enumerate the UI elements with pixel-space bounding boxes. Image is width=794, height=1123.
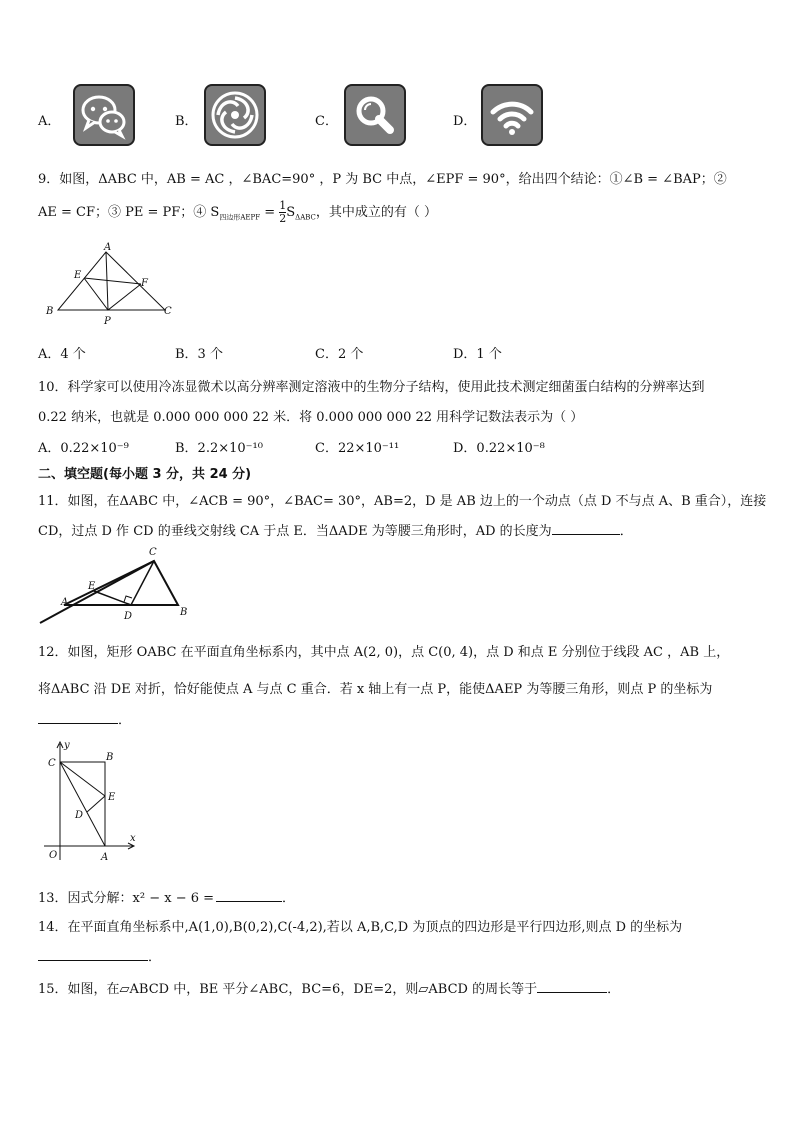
q12-label-d: D xyxy=(75,810,84,821)
section-heading-fill-in: 二、填空题(每小题 3 分，共 24 分) xyxy=(38,467,252,482)
q14-answer-blank xyxy=(38,948,148,961)
q12-stem-line3: ． xyxy=(38,709,131,728)
q10-stem-line1: 10．科学家可以使用冷冻显微术以高分辨率测定溶液中的生物分子结构，使用此技术测定细菌蛋白结构的分辨率达到 xyxy=(38,380,705,395)
wechat-icon xyxy=(73,84,135,146)
q11-label-b: B xyxy=(180,607,188,618)
q10-option-c: C．22×10⁻¹¹ xyxy=(315,441,400,456)
q10-option-a: A．0.22×10⁻⁹ xyxy=(38,441,129,456)
q12-figure-coordinate-plane xyxy=(40,738,150,866)
q11-label-c: C xyxy=(149,547,157,558)
q11-label-a: A xyxy=(61,597,69,608)
q15-stem: 15．如图，在▱ABCD 中，BE 平分∠ABC，BC=6，DE=2，则▱ABCD 的周长等于 ． xyxy=(38,982,621,997)
q12-stem-line2: 将ΔABC 沿 DE 对折，恰好能使点 A 与点 C 重合．若 x 轴上有一点 P，能使ΔAEP 为等腰三角形，则点 P 的坐标为 xyxy=(38,682,713,697)
q9-stem-line1: 9．如图，ΔABC 中，AB = AC ，∠BAC=90° ，P 为 BC 中点，∠EPF = 90°，给出四个结论：①∠B = ∠BAP；② xyxy=(38,172,727,187)
q13-answer-blank xyxy=(216,889,282,902)
q9-label-c: C xyxy=(164,306,172,317)
q12-label-c: C xyxy=(48,758,56,769)
q12-label-e: E xyxy=(108,792,116,803)
q9-stem-line2: AE = CF；③ PE = PF；④ $S_{四边形AEPF}$ = $\frac{1}{2}$ $S_{\Delta ABC}$，其中成立的有（ ） xyxy=(38,199,438,225)
swirl-icon xyxy=(204,84,266,146)
q9-label-e: E xyxy=(74,270,82,281)
q12-label-b: B xyxy=(106,752,114,763)
q11-stem-line1: 11．如图，在ΔABC 中，∠ACB = 90°，∠BAC= 30°，AB=2，D 是 AB 边上的一个动点（点 D 不与点 A、B 重合），连接 xyxy=(38,494,767,509)
q12-label-o: O xyxy=(49,850,58,861)
q14-stem-line2: ． xyxy=(38,946,161,965)
q9-label-p: P xyxy=(104,316,111,327)
q8-option-a-label: A． xyxy=(38,114,61,129)
q9-option-b: B．3 个 xyxy=(175,347,223,362)
q13-stem: 13．因式分解：x² − x − 6 = ． xyxy=(38,891,296,906)
q12-label-y: y xyxy=(64,740,70,751)
q11-answer-blank xyxy=(552,522,620,535)
q8-option-b-label: B． xyxy=(175,114,198,129)
q12-label-x: x xyxy=(130,833,136,844)
q8-option-d-label: D． xyxy=(453,114,477,129)
q12-label-a: A xyxy=(101,852,109,863)
q8-option-c-label: C． xyxy=(315,114,338,129)
q10-option-b: B．2.2×10⁻¹⁰ xyxy=(175,441,263,456)
q10-stem-line2: 0.22 纳米，也就是 0.000 000 000 22 米．将 0.000 000 000 22 用科学记数法表示为（ ） xyxy=(38,410,584,425)
q9-label-b: B xyxy=(46,306,54,317)
fraction-half: $\frac{1}{2}$ xyxy=(279,199,287,225)
q9-figure-triangle xyxy=(40,240,185,328)
q11-label-d: D xyxy=(124,611,133,622)
q11-label-e: E xyxy=(88,581,96,592)
search-icon xyxy=(344,84,406,146)
q12-answer-blank xyxy=(38,711,118,724)
q9-label-f: F xyxy=(141,278,148,289)
wifi-icon xyxy=(481,84,543,146)
q9-option-d: D．1 个 xyxy=(453,347,502,362)
q11-stem-line2: CD，过点 D 作 CD 的垂线交射线 CA 于点 E．当ΔADE 为等腰三角形时，AD 的长度为 ． xyxy=(38,524,633,539)
q11-figure-triangle xyxy=(36,543,196,627)
q14-stem-line1: 14．在平面直角坐标系中,A(1,0),B(0,2),C(-4,2),若以 A,B,C,D 为顶点的四边形是平行四边形,则点 D 的坐标为 xyxy=(38,920,683,935)
q9-option-a: A．4 个 xyxy=(38,347,86,362)
q9-label-a: A xyxy=(104,242,112,253)
q9-option-c: C．2 个 xyxy=(315,347,364,362)
q10-option-d: D．0.22×10⁻⁸ xyxy=(453,441,545,456)
q15-answer-blank xyxy=(537,980,607,993)
q12-stem-line1: 12．如图，矩形 OABC 在平面直角坐标系内，其中点 A(2, 0)，点 C(0, 4)，点 D 和点 E 分别位于线段 AC ，AB 上， xyxy=(38,645,730,660)
